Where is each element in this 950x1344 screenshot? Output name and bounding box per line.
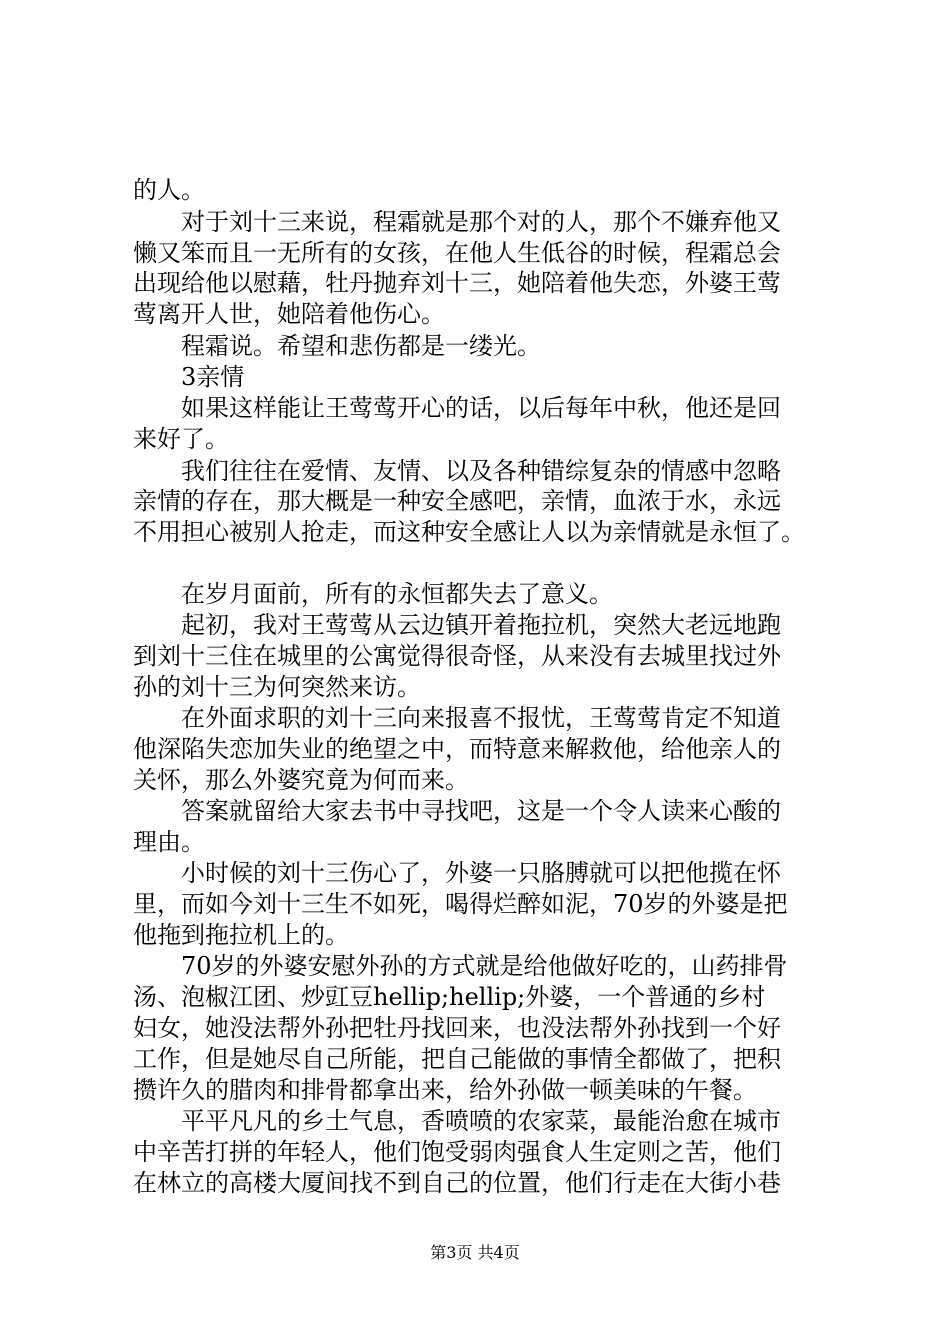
text-line: 不用担心被别人抢走，而这种安全感让人以为亲情就是永恒了。: [133, 518, 805, 546]
page-footer: 第3页 共4页: [430, 1243, 520, 1262]
text-line: 妇女，她没法帮外孙把牡丹找回来，也没法帮外孙找到一个好: [133, 1014, 781, 1042]
text-line: 答案就留给大家去书中寻找吧，这是一个令人读来心酸的: [133, 797, 781, 825]
text-line: 孙的刘十三为何突然来访。: [133, 673, 421, 701]
section-heading: 3亲情: [133, 363, 245, 391]
text-line: 来好了。: [133, 425, 229, 453]
text-line: 中辛苦打拼的年轻人，他们饱受弱肉强食人生定则之苦，他们: [133, 1138, 781, 1166]
text-line: 到刘十三住在城里的公寓觉得很奇怪，从来没有去城里找过外: [133, 642, 781, 670]
text-line: 在外面求职的刘十三向来报喜不报忧，王莺莺肯定不知道: [133, 704, 781, 732]
text-line: 70岁的外婆安慰外孙的方式就是给他做好吃的，山药排骨: [133, 952, 788, 980]
text-line: 他拖到拖拉机上的。: [133, 921, 349, 949]
text-line: 小时候的刘十三伤心了，外婆一只胳膊就可以把他揽在怀: [133, 859, 781, 887]
text-line: 我们往往在爱情、友情、以及各种错综复杂的情感中忽略: [133, 457, 781, 485]
text-line: 理由。: [133, 828, 205, 856]
text-line: 懒又笨而且一无所有的女孩，在他人生低谷的时候，程霜总会: [133, 239, 781, 267]
text-line: 攒许久的腊肉和排骨都拿出来，给外孙做一顿美味的午餐。: [133, 1076, 757, 1104]
text-line: 程霜说。希望和悲伤都是一缕光。: [133, 332, 541, 360]
text-line: 里，而如今刘十三生不如死，喝得烂醉如泥，70岁的外婆是把: [133, 890, 788, 918]
text-line: 他深陷失恋加失业的绝望之中，而特意来解救他，给他亲人的: [133, 735, 781, 763]
text-line: 在岁月面前，所有的永恒都失去了意义。: [133, 580, 613, 608]
text-line: 亲情的存在，那大概是一种安全感吧，亲情，血浓于水，永远: [133, 487, 781, 515]
text-line: 工作，但是她尽自己所能，把自己能做的事情全都做了，把积: [133, 1045, 781, 1073]
text-line: 的人。: [133, 176, 205, 204]
text-line: 平平凡凡的乡土气息，香喷喷的农家菜，最能治愈在城市: [133, 1107, 781, 1135]
text-line: 起初，我对王莺莺从云边镇开着拖拉机，突然大老远地跑: [133, 611, 781, 639]
text-line: 关怀，那么外婆究竟为何而来。: [133, 766, 469, 794]
text-line: 出现给他以慰藉，牡丹抛弃刘十三，她陪着他失恋，外婆王莺: [133, 269, 781, 297]
text-line: 如果这样能让王莺莺开心的话，以后每年中秋，他还是回: [133, 394, 781, 422]
text-line: 对于刘十三来说，程霜就是那个对的人，那个不嫌弃他又: [133, 208, 781, 236]
text-line: 汤、泡椒江团、炒豇豆hellip;hellip;外婆，一个普通的乡村: [133, 983, 766, 1011]
text-line: 在林立的高楼大厦间找不到自己的位置，他们行走在大街小巷: [133, 1169, 781, 1197]
text-line: 莺离开人世，她陪着他伤心。: [133, 300, 445, 328]
